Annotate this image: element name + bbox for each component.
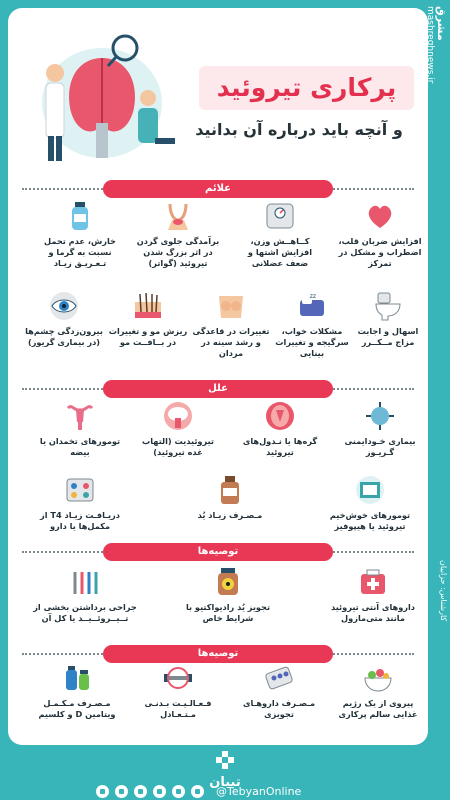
uterus-icon	[64, 400, 96, 432]
infographic-card	[8, 8, 428, 745]
thyroid-illustration	[20, 28, 185, 168]
symptom-item	[108, 290, 188, 348]
facebook-icon[interactable]	[172, 785, 185, 798]
designer-credit: کارشناس: حزابیان	[439, 560, 448, 622]
aparat-icon[interactable]	[153, 785, 166, 798]
iodine-icon	[214, 474, 246, 506]
cause-label: تیروئیدیت (التهاب غده تیروئید)	[141, 436, 214, 457]
symptom-label: تغییرات در قاعدگی و رشد سینه در مردان	[192, 326, 270, 358]
page-subtitle: و آنچه باید درباره آن بدانید	[195, 120, 403, 139]
symptom-item	[22, 290, 106, 348]
pituitary-icon	[354, 474, 386, 506]
virus-icon	[364, 400, 396, 432]
symptom-item	[191, 290, 271, 359]
site-url: mashreghnews.ir	[425, 6, 435, 84]
symptom-label: برآمدگی جلوی گردن در اثر بزرگ شدن تیروئید (گواتر)	[136, 236, 220, 268]
eye-icon	[48, 290, 80, 322]
twitter-icon[interactable]	[134, 785, 147, 798]
section-header-treatments: توصیه‌ها	[103, 543, 333, 561]
symptom-label: کــاهــش وزن، افزایش اشتها و ضعف عضلانی	[247, 236, 313, 268]
symptom-label: اسهال و اجابت مزاج مــکــرر	[357, 326, 419, 347]
cause-item	[28, 474, 132, 532]
pill-pack-icon	[263, 662, 295, 694]
pills-icon	[64, 474, 96, 506]
treatment-item	[30, 566, 140, 624]
scale-icon	[264, 200, 296, 232]
page-title: پرکاری تیروئید	[199, 66, 414, 110]
bale-icon[interactable]	[191, 785, 204, 798]
salad-icon	[362, 662, 394, 694]
chest-icon	[215, 290, 247, 322]
site-watermark	[425, 6, 448, 256]
treatment-item	[323, 566, 423, 624]
symptom-item	[238, 200, 322, 269]
recommendation-label: پیروی از یک رژیم غذایی سالم پرکاری	[338, 698, 418, 719]
cause-label: تومورهای خوش‌خیم تیروئید یا هیپوفیز	[329, 510, 411, 531]
cause-label: تومورهای تخمدان یا بیضه	[39, 436, 121, 457]
sleep-icon	[296, 290, 328, 322]
symptom-item	[338, 200, 422, 269]
recommendation-item	[234, 662, 324, 720]
symptom-label: بیرون‌زدگی چشم‌ها (در بیماری گریوز)	[25, 326, 103, 347]
cause-label: بیماری خـودایمنی گـریـوز	[344, 436, 416, 457]
symptom-label: افزایش ضربان قلب، اضطراب و مشکل در تمرکز	[338, 236, 422, 268]
recommendation-label: مـصـرف مـکـمـل ویتامین D و کلسیم	[38, 698, 116, 719]
cause-item	[136, 400, 220, 458]
treatment-label: جراحی برداشتن بخشی از تــیــروئــیــد یا کل آن	[33, 602, 137, 623]
telegram-icon[interactable]	[96, 785, 109, 798]
instagram-icon[interactable]	[115, 785, 128, 798]
cause-item	[188, 474, 272, 521]
section-header-causes: علل	[103, 380, 333, 398]
treatment-item	[173, 566, 283, 624]
recommendation-item	[334, 662, 422, 720]
symptom-label: ریزش مو و تغییرات در بــافــت مو	[108, 326, 188, 347]
medicine-icon	[357, 566, 389, 598]
symptom-item	[136, 200, 220, 269]
neck-icon	[162, 200, 194, 232]
section-header-symptoms: علائم	[103, 180, 333, 198]
cause-item	[38, 400, 122, 458]
radioactive-icon	[212, 566, 244, 598]
bottle-icon	[64, 200, 96, 232]
svg-text:zz: zz	[309, 293, 316, 300]
section-header-recommendations: توصیه‌ها	[103, 645, 333, 663]
toilet-icon	[372, 290, 404, 322]
symptom-item	[272, 290, 352, 359]
recommendation-item	[32, 662, 122, 720]
cause-label: دریـافـت زیـاد T4 از مکمل‌ها یا دارو	[40, 510, 120, 531]
cause-item	[238, 400, 322, 458]
recommendation-label: مـصـرف داروهـای تجویزی	[242, 698, 316, 719]
surgery-icon	[69, 566, 101, 598]
symptom-label: خارش، عدم تحمل نسبت به گرما و تـعـریـق زیـاد	[44, 236, 116, 268]
social-handle[interactable]: @TebyanOnline	[216, 785, 302, 798]
cause-item	[318, 474, 422, 532]
brand-name: تبیان	[209, 775, 241, 790]
exercise-icon	[162, 662, 194, 694]
hair-icon	[132, 290, 164, 322]
supplement-icon	[61, 662, 93, 694]
treatment-label: تجویز یُد رادیواکتیو با شرایط خاص	[185, 602, 271, 623]
cause-label: مـصـرف زیـاد یُد	[197, 510, 263, 520]
throat-icon	[264, 400, 296, 432]
gland-icon	[162, 400, 194, 432]
cause-item	[338, 400, 422, 458]
social-links	[96, 785, 301, 798]
cause-label: گره‌ها یا نـدول‌های تیروئید	[242, 436, 318, 457]
symptom-label: مشکلات خواب، سرگیجه و تغییرات بینایی	[275, 326, 349, 358]
symptom-item	[353, 290, 423, 348]
symptom-item	[38, 200, 122, 269]
recommendation-label: فـعـالـیـت بـدنـی مـتـعـادل	[144, 698, 212, 719]
tebyan-logo-icon	[214, 751, 236, 769]
footer	[0, 745, 450, 800]
recommendation-item	[136, 662, 220, 720]
site-logo: مشرق	[435, 6, 448, 41]
treatment-label: داروهای آنتی تیروئید مانند متی‌مازول	[330, 602, 416, 623]
heart-icon	[364, 200, 396, 232]
